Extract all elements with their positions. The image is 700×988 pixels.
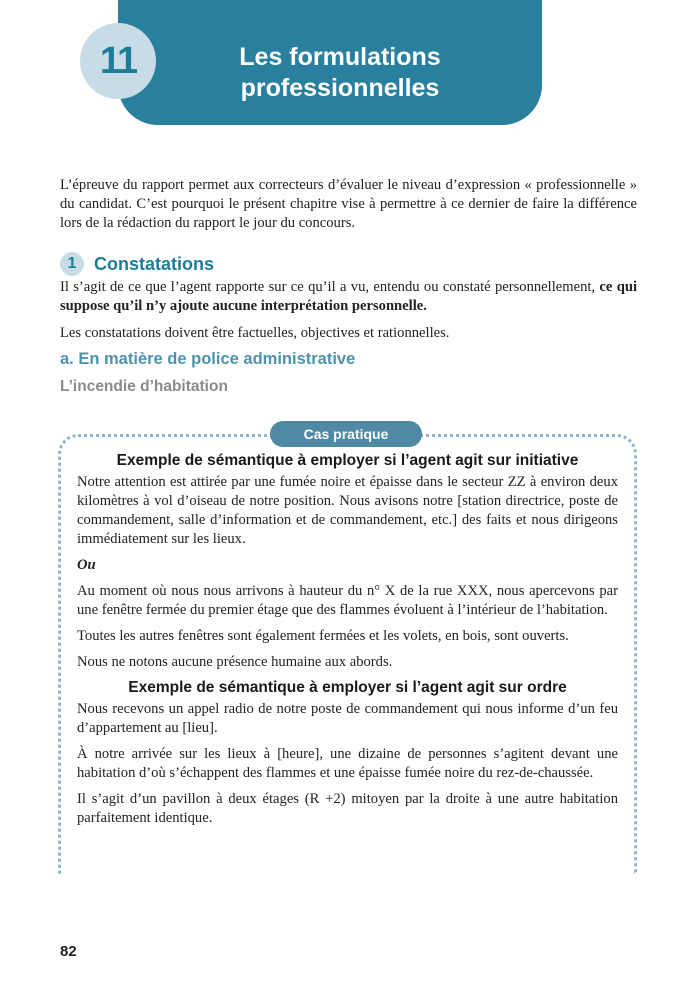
example-heading: Exemple de sémantique à employer si l’agent agit sur ordre (128, 679, 567, 696)
paragraph: À notre arrivée sur les lieux à [heure], une dizaine de personnes s’agitent devant une habitation d’où s’échappent des flammes et une épaisse fumée noire du rez-de-chaussée. (77, 746, 618, 781)
example-heading: Exemple de sémantique à employer si l’agent agit sur initiative (116, 452, 579, 469)
paragraph: Il s’agit d’un pavillon à deux étages (R +2) mitoyen par la droite à une autre habitation parfaitement identique. (77, 791, 618, 826)
or-label: Ou (77, 557, 96, 573)
text: Il s’agit de ce que l’agent rapporte sur ce qu’il a vu, entendu ou constaté personnellement, (60, 279, 600, 295)
case-study-content (77, 452, 618, 835)
chapter-number: 11 (80, 23, 156, 99)
paragraph: Nous recevons un appel radio de notre poste de commandement qui nous informe d’un feu d’appartement au [lieu]. (77, 701, 618, 736)
case-study-label: Cas pratique (270, 421, 422, 447)
section-heading (60, 252, 214, 276)
paragraph: Toutes les autres fenêtres sont également fermées et les volets, en bois, sont ouverts. (77, 628, 569, 644)
section-number: 1 (60, 252, 84, 276)
section-body (60, 278, 637, 351)
paragraph: Nous ne notons aucune présence humaine aux abords. (77, 654, 393, 670)
section-paragraph (60, 278, 637, 316)
paragraph: Au moment où nous nous arrivons à hauteur du n° X de la rue XXX, nous apercevons par une fenêtre fermée du premier étage que des flammes évoluent à l’intérieur de l’habitation. (77, 583, 618, 618)
page-number: 82 (60, 943, 77, 960)
section-paragraph: Les constatations doivent être factuelles, objectives et rationnelles. (60, 325, 450, 341)
topic-heading: L’incendie d’habitation (60, 378, 228, 395)
chapter-title: Les formulations professionnelles (239, 43, 441, 102)
intro-paragraph: L’épreuve du rapport permet aux correcteurs d’évaluer le niveau d’expression « professionnelle » du candidat. C’est pourquoi le présent chapitre vise à permettre à ce dernier de faire la différence lors de la rédaction du rapport le jour du concours. (60, 177, 637, 231)
bold-text: ce qui suppose qu’il n’y ajoute aucune interprétation personnelle. (60, 279, 637, 314)
section-title: Constatations (94, 253, 215, 274)
subsection-heading: a. En matière de police administrative (60, 350, 356, 368)
paragraph: Notre attention est attirée par une fumée noire et épaisse dans le secteur ZZ à environ deux kilomètres à vol d’oiseau de notre position. Nous avisons notre [station directrice, poste de commandement, salle d’information et de commandement, etc.] des faits et nous dirigeons immédiatement sur les lieux. (77, 474, 618, 547)
